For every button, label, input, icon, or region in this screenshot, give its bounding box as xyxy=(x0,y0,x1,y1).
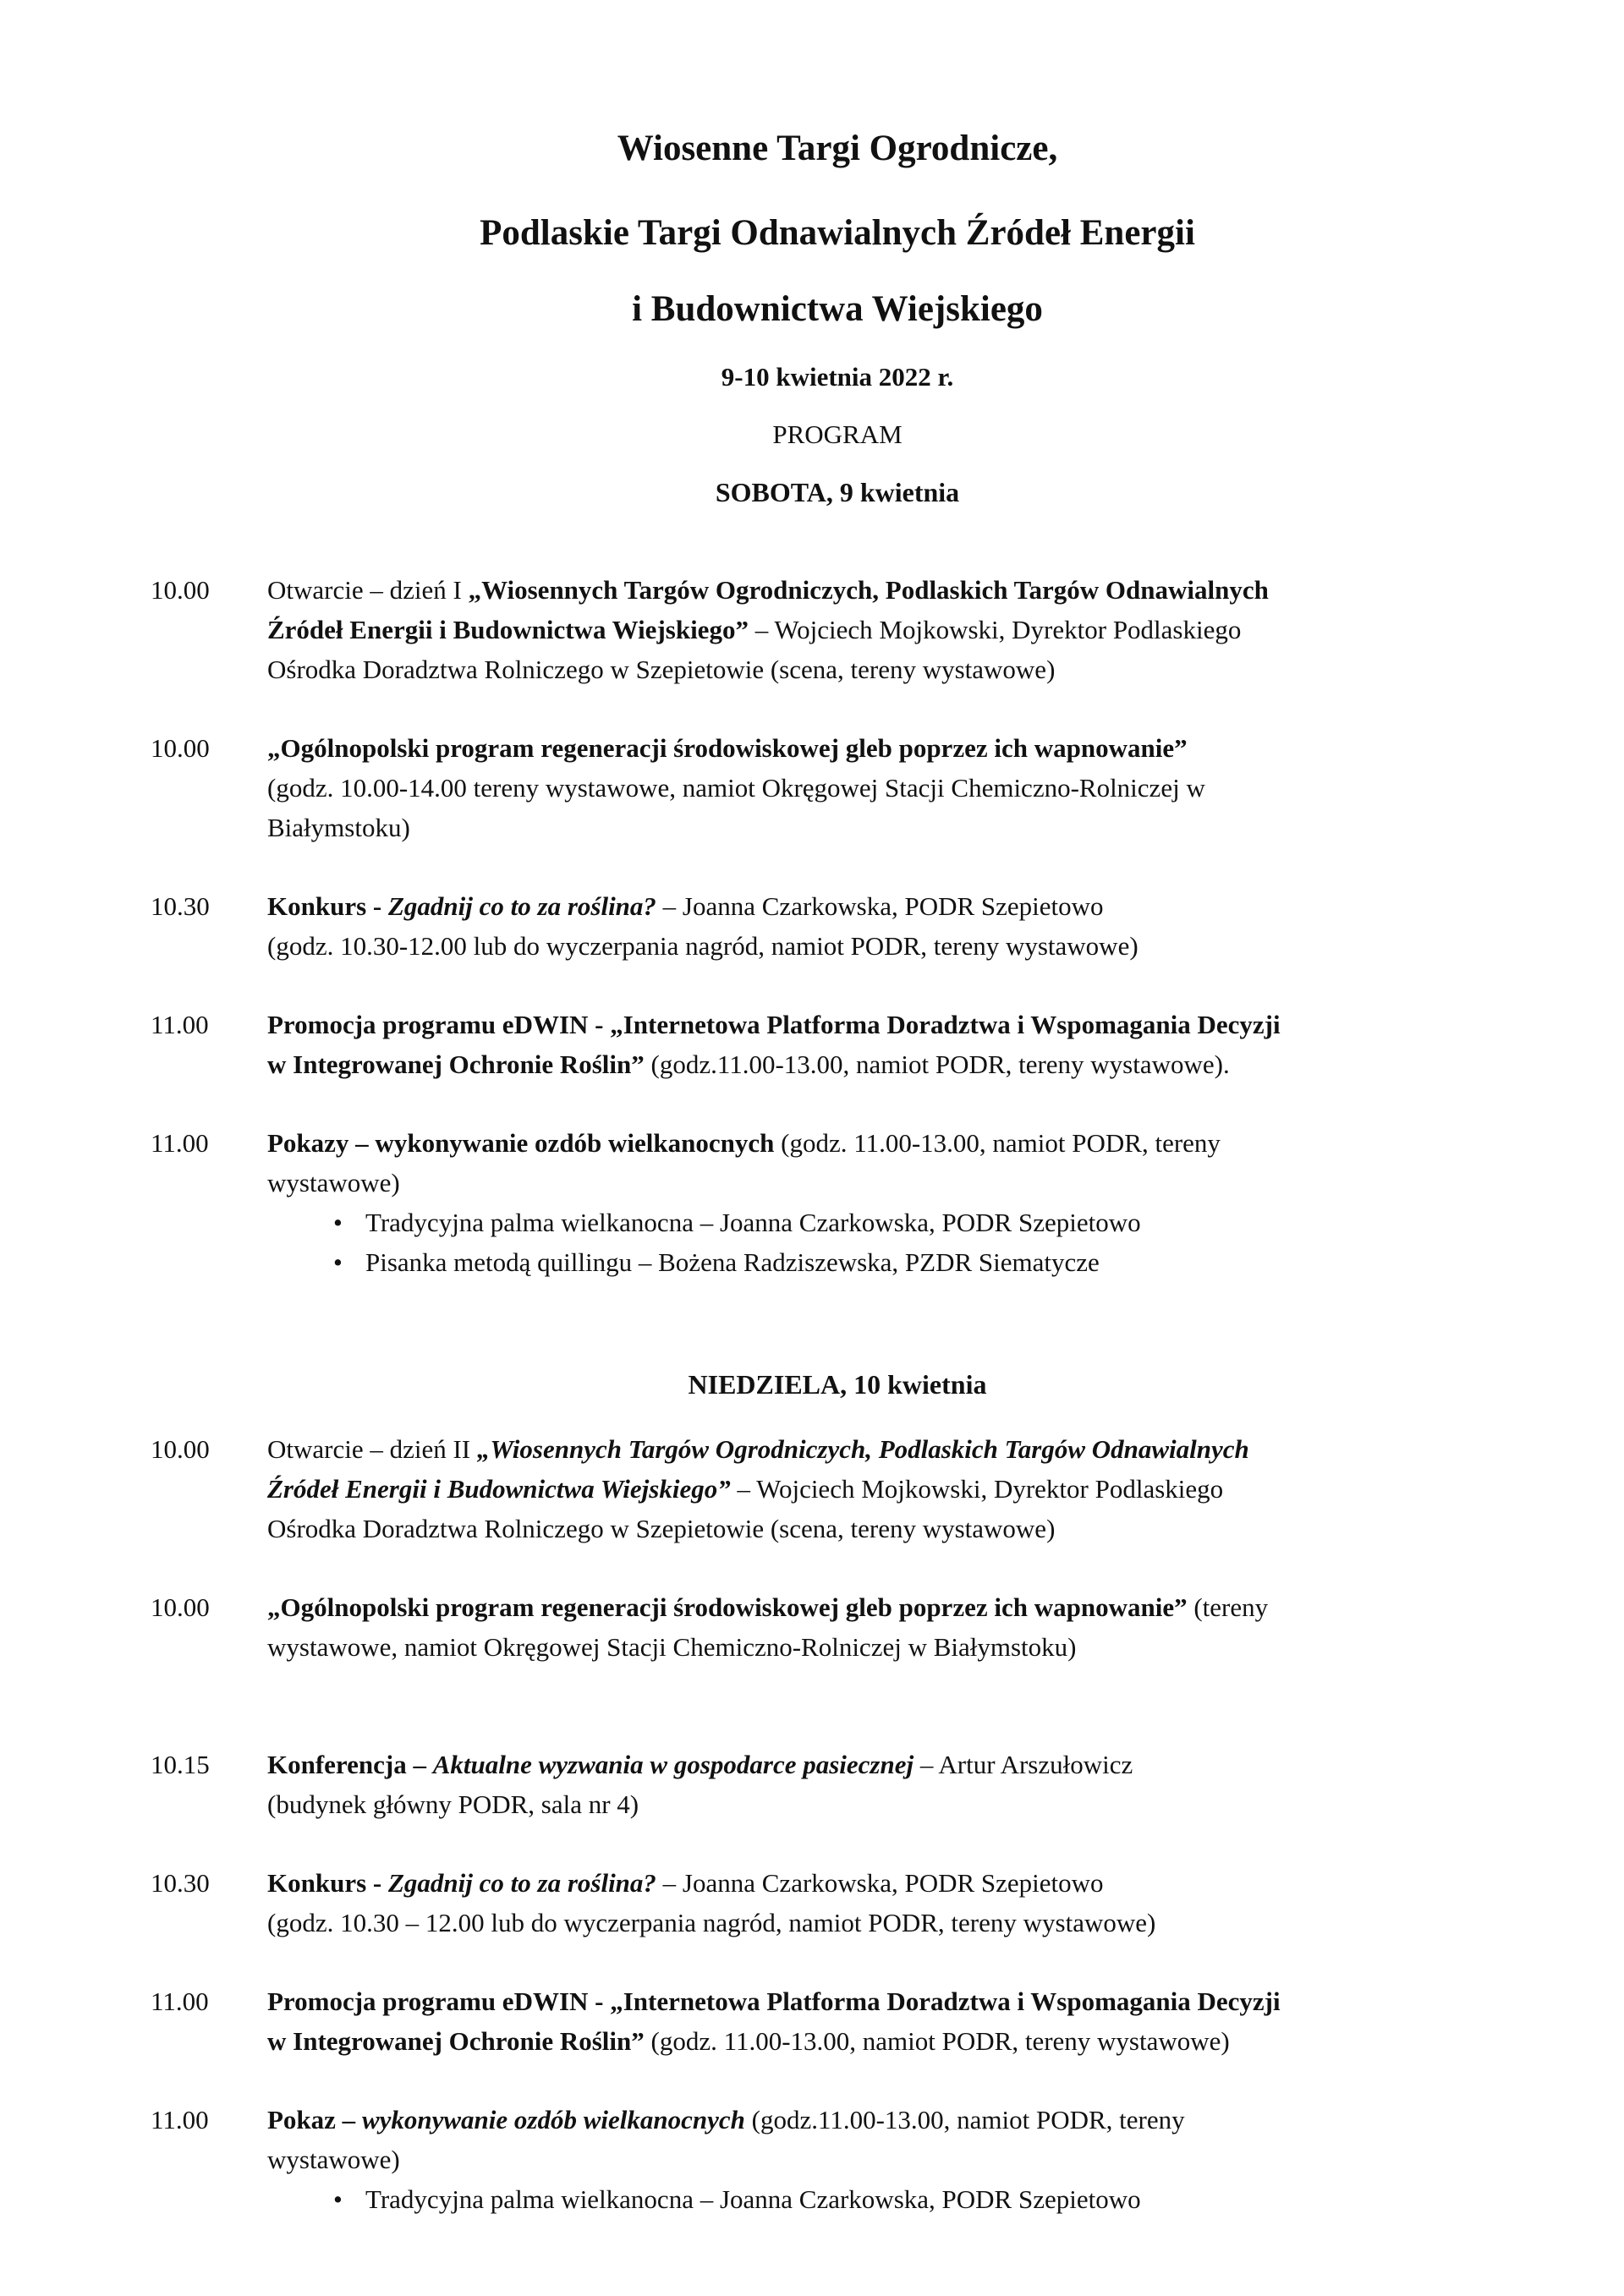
bullet-list xyxy=(267,1203,1468,1282)
list-item: • Pisanka metodą quillingu – Bożena Radziszewska, PZDR Siematycze xyxy=(267,1242,1468,1282)
entry-description xyxy=(267,1587,1468,1667)
entry-description xyxy=(267,570,1468,689)
entry-description xyxy=(267,1863,1468,1943)
day2-heading: NIEDZIELA, 10 kwietnia xyxy=(688,1369,987,1400)
entry-description xyxy=(267,1981,1468,2061)
title-line-3: i Budownictwa Wiejskiego xyxy=(632,289,1043,329)
entry-text: Ośrodka Doradztwa Rolniczego w Szepietowie (scena, tereny wystawowe) xyxy=(267,1514,1056,1543)
entry-time: 10.15 xyxy=(151,1750,210,1779)
entry-title: Konkurs - xyxy=(267,891,388,921)
entry-text: – Wojciech Mojkowski, Dyrektor Podlaskiego xyxy=(748,615,1242,644)
entry-time: 10.00 xyxy=(151,1434,210,1464)
entry-description xyxy=(267,1005,1468,1084)
entry-text: – Wojciech Mojkowski, Dyrektor Podlaskiego xyxy=(730,1474,1224,1504)
entry-description xyxy=(267,1745,1468,1824)
entry-title: w Integrowanej Ochronie Roślin” xyxy=(267,1049,645,1079)
entry-text: (godz. 11.00-13.00, namiot PODR, tereny wystawowe) xyxy=(644,2026,1230,2056)
bullet-icon: • xyxy=(333,2184,343,2214)
entry-description xyxy=(267,728,1468,847)
entry-text: Otwarcie – dzień I xyxy=(267,575,469,605)
bullet-list xyxy=(267,2179,1468,2219)
entry-time: 11.00 xyxy=(151,1986,209,2016)
entry-title: Promocja programu eDWIN - „Internetowa Platforma Doradztwa i Wspomagania Decyzji xyxy=(267,1010,1281,1039)
entry-text: (godz. 10.00-14.00 tereny wystawowe, namiot Okręgowej Stacji Chemiczno-Rolniczej w xyxy=(267,773,1205,803)
program-label: PROGRAM xyxy=(772,419,903,449)
entry-time: 10.00 xyxy=(151,575,210,605)
entry-title: „Wiosennych Targów Ogrodniczych, Podlaskich Targów Odnawialnych xyxy=(468,575,1269,605)
entry-text: Ośrodka Doradztwa Rolniczego w Szepietowie (scena, tereny wystawowe) xyxy=(267,655,1056,684)
entry-text: Otwarcie – dzień II xyxy=(267,1434,477,1464)
entry-text: – Joanna Czarkowska, PODR Szepietowo xyxy=(656,1868,1104,1898)
day1-heading: SOBOTA, 9 kwietnia xyxy=(715,477,960,507)
entry-text: (budynek główny PODR, sala nr 4) xyxy=(267,1789,639,1819)
entry-title-italic: Zgadnij co to za roślina? xyxy=(387,891,656,921)
entry-text: (godz. 10.30 – 12.00 lub do wyczerpania nagród, namiot PODR, tereny wystawowe) xyxy=(267,1908,1156,1937)
entry-description xyxy=(267,1123,1468,1282)
entry-time: 10.30 xyxy=(151,891,210,921)
entry-text: Białymstoku) xyxy=(267,813,410,842)
entry-text: (godz. 11.00-13.00, namiot PODR, tereny xyxy=(774,1128,1221,1158)
entry-text: wystawowe) xyxy=(267,2145,400,2174)
entry-text: (godz. 10.30-12.00 lub do wyczerpania nagród, namiot PODR, tereny wystawowe) xyxy=(267,931,1138,961)
entry-description xyxy=(267,2100,1468,2219)
entry-title: „Ogólnopolski program regeneracji środowiskowej gleb poprzez ich wapnowanie” xyxy=(267,1592,1188,1622)
entry-time: 11.00 xyxy=(151,1010,209,1039)
title-line-1: Wiosenne Targi Ogrodnicze, xyxy=(617,129,1058,168)
entry-time: 10.30 xyxy=(151,1868,210,1898)
entry-title: w Integrowanej Ochronie Roślin” xyxy=(267,2026,645,2056)
entry-text: – Artur Arszułowicz xyxy=(914,1750,1133,1779)
entry-title: Źródeł Energii i Budownictwa Wiejskiego” xyxy=(267,615,749,644)
entry-text: wystawowe) xyxy=(267,1168,400,1197)
entry-title: Konkurs - xyxy=(267,1868,388,1898)
entry-description xyxy=(267,886,1468,966)
entry-title-italic: „Wiosennych Targów Ogrodniczych, Podlaskich Targów Odnawialnych xyxy=(476,1434,1249,1464)
entry-time: 10.00 xyxy=(151,1592,210,1622)
entry-title-italic: Aktualne wyzwania w gospodarce pasiecznej xyxy=(432,1750,914,1779)
entry-description xyxy=(267,1429,1468,1548)
entry-text: wystawowe, namiot Okręgowej Stacji Chemiczno-Rolniczej w Białymstoku) xyxy=(267,1632,1077,1662)
entry-time: 11.00 xyxy=(151,1128,209,1158)
entry-text: (godz.11.00-13.00, namiot PODR, tereny wystawowe). xyxy=(644,1049,1230,1079)
title-line-2: Podlaskie Targi Odnawialnych Źródeł Energii xyxy=(480,213,1195,253)
list-item: • Tradycyjna palma wielkanocna – Joanna Czarkowska, PODR Szepietowo xyxy=(267,2179,1468,2219)
entry-title: Pokazy – wykonywanie ozdób wielkanocnych xyxy=(267,1128,775,1158)
entry-time: 10.00 xyxy=(151,733,210,763)
entry-title-italic: wykonywanie ozdób wielkanocnych xyxy=(361,2105,745,2134)
entry-time: 11.00 xyxy=(151,2105,209,2134)
entry-text: (tereny xyxy=(1187,1592,1269,1622)
list-item: • Tradycyjna palma wielkanocna – Joanna Czarkowska, PODR Szepietowo xyxy=(267,1203,1468,1242)
entry-title: Pokaz – xyxy=(267,2105,362,2134)
entry-title: Konferencja – xyxy=(267,1750,433,1779)
entry-title-italic: Źródeł Energii i Budownictwa Wiejskiego” xyxy=(267,1474,731,1504)
bullet-icon: • xyxy=(333,1247,343,1277)
entry-title-italic: Zgadnij co to za roślina? xyxy=(387,1868,656,1898)
bullet-icon: • xyxy=(333,1208,343,1237)
event-dates: 9-10 kwietnia 2022 r. xyxy=(721,362,954,392)
entry-text: – Joanna Czarkowska, PODR Szepietowo xyxy=(656,891,1104,921)
entry-title: Promocja programu eDWIN - „Internetowa Platforma Doradztwa i Wspomagania Decyzji xyxy=(267,1986,1281,2016)
entry-text: (godz.11.00-13.00, namiot PODR, tereny xyxy=(744,2105,1185,2134)
entry-title: „Ogólnopolski program regeneracji środowiskowej gleb poprzez ich wapnowanie” xyxy=(267,733,1188,763)
